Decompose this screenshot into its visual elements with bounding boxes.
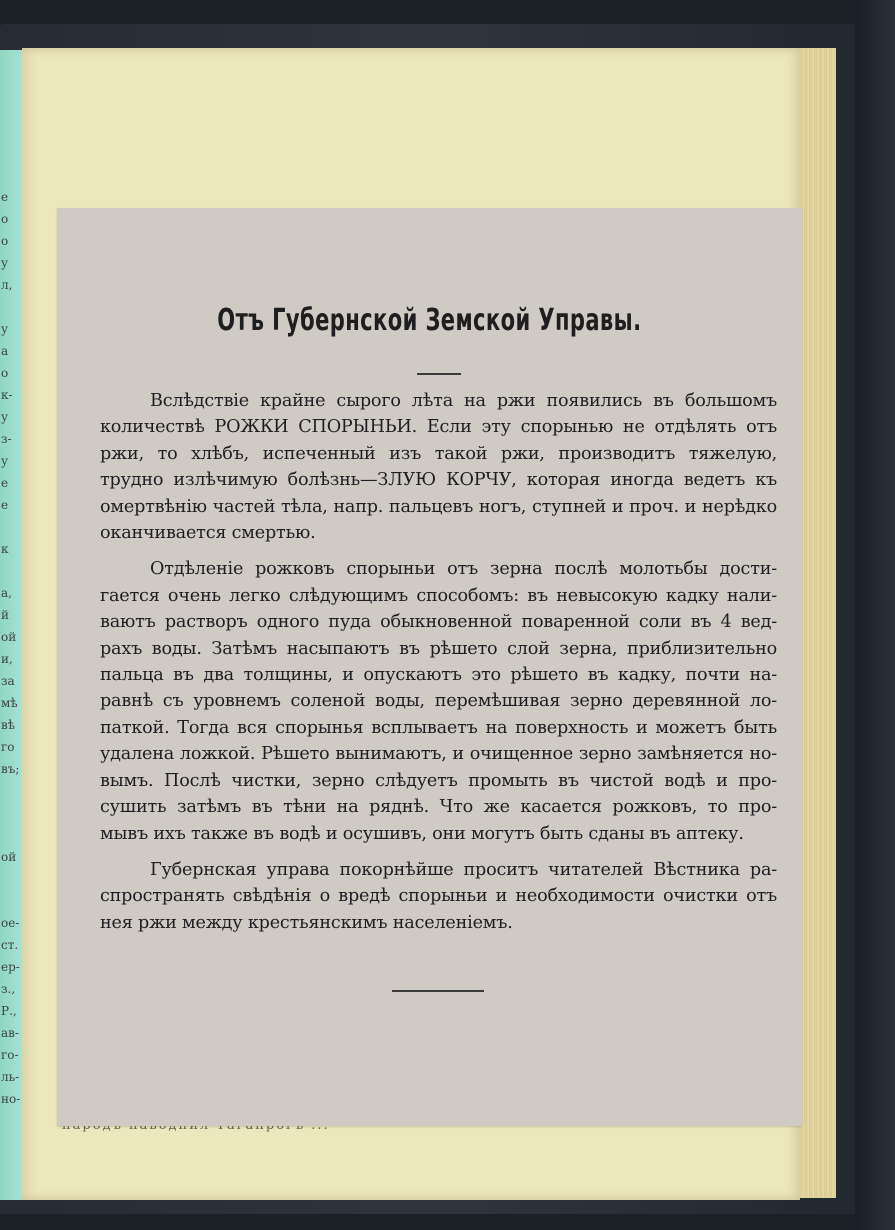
left-page-fragment: з., <box>1 982 16 996</box>
notice-body <box>100 388 777 946</box>
text-line: нея ржи между крестьянскимъ населеніемъ. <box>100 912 513 933</box>
left-page-fragment: а <box>1 344 9 358</box>
left-page-fragment: ав- <box>1 1026 19 1040</box>
title-divider <box>417 373 461 375</box>
left-page-fragment: ст. <box>1 938 19 952</box>
text-line: Вслѣдствіе крайне сырого лѣта на ржи появились въ большомъ <box>150 391 777 411</box>
left-page-fragment: мѣ <box>1 696 18 710</box>
text-line: Отдѣленіе рожковъ спорыньи отъ зерна послѣ молотьбы дости- <box>150 559 777 580</box>
text-line: пальца въ два толщины, и опускаютъ это рѣшето въ кадку, почти на- <box>100 665 777 686</box>
left-page-fragment: а, <box>1 586 12 600</box>
left-page-fragment: й <box>1 608 9 622</box>
text-line: ржи, то хлѣбъ, испеченный изъ такой ржи, производитъ тяжелую, <box>100 443 777 464</box>
left-page-fragment: ой <box>1 630 17 644</box>
closing-divider <box>392 990 484 992</box>
text-line: удалена ложкой. Рѣшето вынимаютъ, и очищенное зерно замѣняется но- <box>100 744 777 765</box>
left-page-fragment: к- <box>1 388 13 402</box>
left-page-fragment: з- <box>1 432 12 446</box>
left-page-fragment: ер- <box>1 960 20 974</box>
left-page-fragment: ой <box>1 850 17 864</box>
left-page-fragment: у <box>1 410 9 424</box>
left-page-fragment: и, <box>1 652 13 666</box>
left-page-fragment: вѣ <box>1 718 15 732</box>
text-line: сушить затѣмъ въ тѣни на ряднѣ. Что же касается рожковъ, то про- <box>100 797 777 818</box>
paragraph <box>100 388 777 546</box>
left-page-fragment: въ; <box>1 762 20 776</box>
text-line: мывъ ихъ также въ водѣ и осушивъ, они могутъ быть сданы въ аптеку. <box>100 823 744 844</box>
text-line: паткой. Тогда вся спорынья всплываетъ на поверхность и можетъ быть <box>100 717 777 738</box>
text-line: трудно излѣчимую болѣзнь—ЗЛУЮ КОРЧУ, которая иногда ведетъ къ <box>100 470 777 491</box>
left-page-fragment: е <box>1 190 9 204</box>
left-page-fragment: о <box>1 234 9 248</box>
text-line: оканчивается смертью. <box>100 523 316 544</box>
left-page-fragment: го <box>1 740 15 754</box>
left-page-fragment: ое- <box>1 916 20 930</box>
left-page-fragment: о <box>1 366 9 380</box>
left-page-fragment: но- <box>1 1092 21 1106</box>
text-line: равнѣ съ уровнемъ соленой воды, перемѣшивая зерно деревянной ло- <box>100 691 777 712</box>
text-line: гается очень легко слѣдующимъ способомъ: въ невысокую кадку нали- <box>100 585 777 606</box>
text-line: спространять свѣдѣнія о вредѣ спорыньи и необходимости очистки отъ <box>100 886 777 907</box>
book-page <box>22 48 800 1200</box>
left-page-fragment: у <box>1 256 9 270</box>
text-line: ваютъ растворъ одного пуда обыкновенной поваренной соли въ 4 вед- <box>100 612 777 633</box>
left-page-fragment: е <box>1 498 9 512</box>
book-spine <box>855 0 895 1230</box>
left-page-fragment: го- <box>1 1048 19 1062</box>
left-page-fragment: ль- <box>1 1070 20 1084</box>
left-page-fragment: за <box>1 674 15 688</box>
paragraph <box>100 857 777 936</box>
left-page-fragment: к <box>1 542 9 556</box>
paragraph <box>100 556 777 846</box>
left-page-fragment: у <box>1 454 9 468</box>
text-line: вымъ. Послѣ чистки, зерно слѣдуетъ промыть въ чистой водѣ и про- <box>100 770 777 791</box>
notice-title: Отъ Губернской Земской Управы. <box>217 303 642 338</box>
left-page-fragment: л, <box>1 278 13 292</box>
text-line: омертвѣнію частей тѣла, напр. пальцевъ ногъ, ступней и проч. и нерѣдко <box>100 496 777 517</box>
left-page-fragment: е <box>1 476 9 490</box>
text-line: Губернская управа покорнѣйше проситъ читателей Вѣстника ра- <box>150 859 777 880</box>
left-page-fragment: у <box>1 322 9 336</box>
left-page-fragment: о <box>1 212 9 226</box>
left-page-fragment: Р., <box>1 1004 17 1018</box>
text-line: рахъ воды. Затѣмъ насыпаютъ въ рѣшето слой зерна, приблизительно <box>100 638 777 659</box>
text-line: количествѣ РОЖКИ СПОРЫНЬИ. Если эту спорынью не отдѣлять отъ <box>100 417 777 438</box>
inserted-notice-sheet <box>57 208 802 1126</box>
